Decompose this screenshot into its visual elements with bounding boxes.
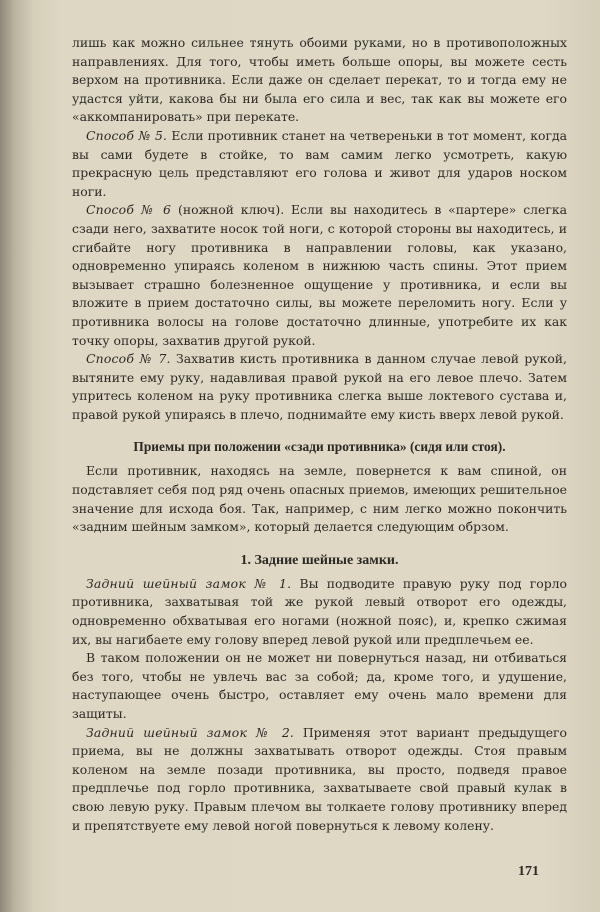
method-7-lead: Способ № 7. bbox=[86, 351, 171, 367]
lock-1-paragraph bbox=[72, 575, 567, 649]
lock-2-lead: Задний шейный замок № 2. bbox=[86, 724, 295, 740]
method-5-lead: Способ № 5. bbox=[86, 127, 168, 143]
page-number: 171 bbox=[518, 864, 539, 879]
page-text bbox=[72, 34, 567, 835]
section-heading: Приемы при положении «сзади противника» (сидя или стоя). bbox=[133, 439, 506, 455]
method-7-paragraph bbox=[72, 350, 567, 424]
method-5-text: Если противник станет на четвереньки в тот момент, когда вы сами будете в стойке, то вам самим легко усмотреть, какую прекрасную цель представляют его голова и живот для ударов носком ноги. bbox=[72, 127, 567, 199]
method-5-paragraph bbox=[72, 127, 567, 201]
lock-1-followup-paragraph: В таком положении он не может ни повернуться назад, ни отбиваться без того, чтобы не увлечь вас за собой; да, кроме того, и удушение, наступающее очень быстро, оставляет ему очень мало времени для защиты. bbox=[72, 650, 567, 721]
method-6-lead: Способ № 6 bbox=[86, 202, 172, 218]
method-7-text: Захватив кисть противника в данном случае левой рукой, вытяните ему руку, надавливая правой рукой на его левое плечо. Затем упритесь коленом на руку противника слегка выше локтевого сустава и, правой рукой упираясь в плечо, поднимайте ему кисть вверх левой рукой. bbox=[72, 351, 567, 422]
section-intro-paragraph: Если противник, находясь на земле, повернется к вам спиной, он подставляет себя под ряд очень опасных приемов, имеющих решительное значение для исхода боя. Так, например, с ним легко можно покончить «задним шейным замком», который делается следующим обрзом. bbox=[72, 463, 567, 535]
continuation-paragraph: лишь как можно сильнее тянуть обоими руками, но в противоположных направлениях. Для того, чтобы иметь больше опоры, вы можете сесть верхом на противника. Если даже он сделает перекат, то и тогда ему не удастся уйти, какова бы ни была его сила и вес, так как вы можете его «аккомпанировать» при перекате. bbox=[72, 35, 567, 125]
lock-2-text: Применяя этот вариант предыдущего приема, вы не должны захватывать отворот одежды. Стоя правым коленом на земле позади противника, вы просто, подведя правое предплечье под горло противника, захватываете свой правый кулак в свою левую руку. Правым плечом вы толкаете голову противнику вперед и препятствуете ему левой ногой повернуться к левому колену. bbox=[72, 724, 567, 833]
lock-1-lead: Задний шейный замок № 1. bbox=[86, 575, 292, 591]
lock-2-paragraph bbox=[72, 724, 567, 836]
method-6-paragraph bbox=[72, 201, 567, 350]
lock-1-text: Вы подводите правую руку под горло противника, захватывая той же рукой левый отворот его одежды, одновременно обхватывая его ногами (ножной пояс), и, крепко сжимая их, вы нагибаете ему голову вперед левой рукой или предплечьем ее. bbox=[72, 575, 567, 647]
subsection-heading: 1. Задние шейные замки. bbox=[240, 552, 399, 568]
method-6-text: (ножной ключ). Если вы находитесь в «партере» слегка сзади него, захватите носок той ноги, с которой стороны вы находитесь, и сгибайте ногу противника в направлении головы, как указано, одновременно упираясь коленом в нижнюю часть спины. Этот прием вызывает страшно болезненное ощущение у противника, и если вы вложите в прием достаточно силы, вы можете переломить ногу. Если у противника волосы на голове достаточно длинные, употребите их как точку опоры, захватив другой рукой. bbox=[72, 202, 567, 348]
